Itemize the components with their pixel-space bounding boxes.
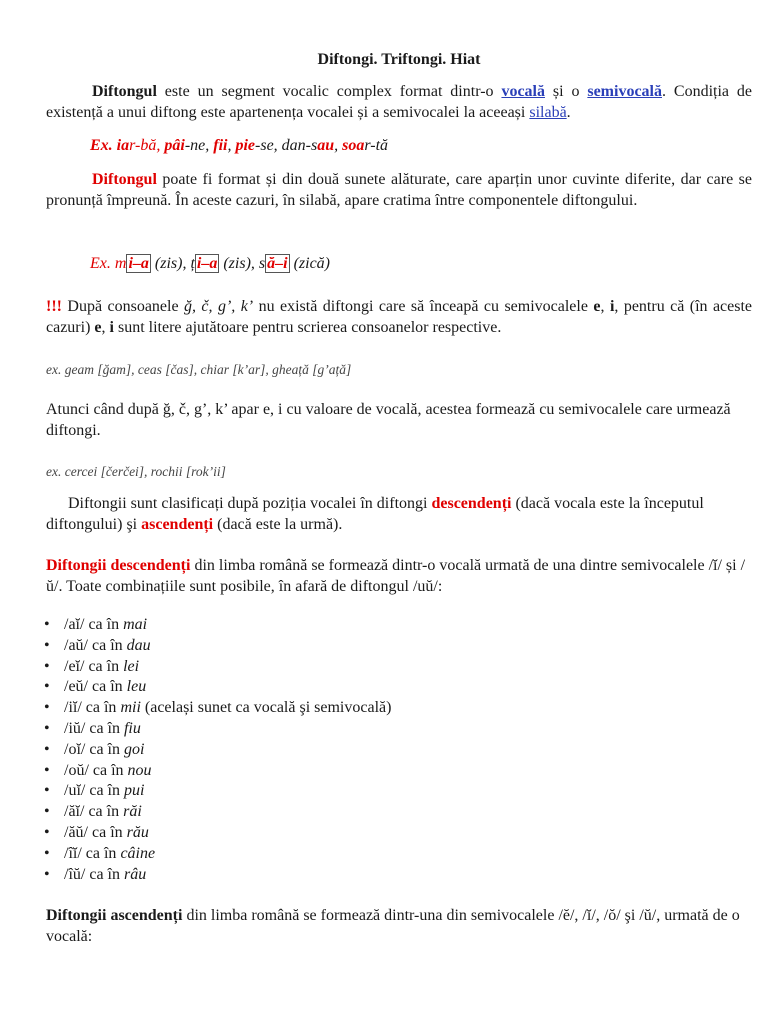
list-item [64, 718, 141, 739]
warning-mark: !!! [46, 298, 62, 315]
example-part: r-tă [364, 137, 389, 154]
example-1 [90, 135, 750, 156]
diftong-code: /iŭ/ ca în [64, 720, 124, 737]
example-2 [90, 253, 750, 274]
link-vocala[interactable]: vocală [501, 83, 545, 100]
paragraph-descending [46, 555, 752, 597]
list-item [64, 676, 146, 697]
text: din limba română se formează dintr-una din semivocalele /ĕ/, /ĭ/, /ŏ/ şi /ŭ/, urmată de o vocală: [46, 907, 740, 945]
link-semivocala[interactable]: semivocală [587, 83, 662, 100]
example-word: dau [126, 636, 151, 654]
diftong-code: /eĭ/ ca în [64, 657, 124, 675]
list-item [64, 697, 391, 718]
diftong-code: /oŭ/ ca în [64, 761, 128, 779]
example-part: -ne, [184, 137, 214, 154]
term: Diftongul [92, 83, 157, 100]
diftong-code: /oĭ/ ca în [64, 740, 124, 758]
text: , [101, 319, 110, 336]
term: Diftongii descendenți [46, 557, 191, 574]
example-part: soa [342, 137, 365, 154]
example-part: , [227, 137, 236, 154]
example-part: (zis), ț [150, 255, 195, 272]
example-word: mii [120, 699, 141, 717]
list-item [64, 801, 142, 822]
example-boxed: i–a [128, 255, 149, 272]
link-silaba[interactable]: silabă [529, 104, 567, 121]
example-word: râu [123, 865, 147, 883]
example-word: răi [123, 803, 142, 821]
example-word: mai [123, 616, 148, 633]
paragraph-diftong-words [46, 169, 752, 211]
example-word: goi [123, 740, 145, 758]
example-part: Ex. ia [90, 137, 130, 154]
diftong-code: /aŭ/ ca în [64, 636, 127, 654]
text: sunt litere ajutătoare pentru scrierea consoanelor respective. [113, 319, 502, 336]
list-item [64, 822, 149, 843]
diftong-code: /iĭ/ ca în [64, 699, 121, 717]
list-item [64, 739, 144, 760]
example-part: pâi [164, 137, 185, 154]
text: este un segment vocalic complex format dintr-o [156, 83, 502, 100]
text: (dacă este la urmă). [213, 516, 343, 533]
example-part: pie [235, 137, 256, 154]
text: . [566, 104, 571, 121]
paragraph-classification [46, 493, 752, 535]
example-boxed: i–a [196, 255, 218, 272]
example-3: ex. geam [ğam], ceas [čas], chiar [k’ar], gheață [g’ață] [46, 362, 352, 377]
example-word: câine [120, 844, 156, 862]
text: ğ, č, g’, k’ [184, 298, 254, 315]
text: , [600, 298, 610, 315]
paragraph-ascending [46, 905, 752, 947]
list-item [64, 843, 155, 864]
term: Diftongii ascendenți [46, 907, 183, 924]
note: (același sunet ca vocală şi semivocală) [140, 699, 392, 717]
diftong-code: /îŭ/ ca în [64, 865, 124, 883]
example-word: rău [126, 824, 149, 841]
text: din limba română se formează dintr-o vocală urmată de una dintre semivocalele /ĭ/ și /ŭ/. Toate combinațiile sunt posibile, în afară de diftongul /uŭ/: [46, 557, 746, 595]
example-word: nou [127, 761, 152, 779]
example-4: ex. cercei [čerčei], rochii [rok’ii] [46, 464, 226, 479]
example-word: leu [126, 678, 147, 696]
diftong-code: /ăĭ/ ca în [64, 803, 124, 821]
term: descendenți [431, 495, 512, 512]
text: poate fi format și din două sunete alăturate, care aparțin unor cuvinte diferite, dar care se pronunță împreună. În aceste cazuri, în silabă, apare cratima între componentele diftongului. [46, 171, 752, 209]
paragraph-definition [46, 81, 752, 123]
example-part: au [317, 137, 335, 154]
list-item [64, 614, 147, 635]
page-title: Diftongi. Triftongi. Hiat [317, 51, 481, 68]
diftong-code: /aĭ/ ca în [64, 616, 124, 633]
text: , pentru că (în aceste cazuri) [46, 298, 753, 336]
term: ascendenți [141, 516, 214, 533]
text: nu există diftongi care să înceapă cu semivocalele [253, 298, 594, 315]
example-part: , [334, 137, 343, 154]
example-part: (zică) [289, 255, 331, 272]
example-part: Ex. m [90, 255, 127, 272]
list-item [64, 760, 152, 781]
text: După consoanele [61, 298, 184, 315]
example-part: -se, dan-s [255, 137, 318, 154]
example-word: pui [123, 782, 145, 800]
example-part: fii [213, 137, 228, 154]
text: i [609, 298, 615, 315]
example-part: (zis), s [219, 255, 266, 272]
text: (dacă vocala este la începutul diftongului) şi [46, 495, 704, 533]
list-item [64, 864, 146, 885]
diftong-code: /îĭ/ ca în [64, 844, 121, 862]
list-item [64, 656, 139, 677]
diftong-code: /ăŭ/ ca în [64, 824, 127, 841]
diftong-code: /eŭ/ ca în [64, 678, 127, 696]
term: Diftongul [92, 171, 157, 188]
text: i [109, 319, 114, 336]
paragraph-vowel-value: Atunci când după ğ, č, g’, k’ apar e, i cu valoare de vocală, acestea formează cu semivocalele care urmează diftongi. [46, 401, 731, 439]
text: Diftongii sunt clasificați după poziția vocalei în diftongi [68, 495, 432, 512]
text: e [593, 298, 601, 315]
example-word: fiu [123, 720, 141, 737]
text: și o [544, 83, 588, 100]
diftong-code: /uĭ/ ca în [64, 782, 124, 800]
paragraph-consonants [46, 296, 752, 338]
text: . Condiția de existență a unui diftong este apartenența vocalei și a semivocalei la aceeași [46, 83, 753, 121]
example-boxed: ă–i [267, 255, 288, 272]
example-word: lei [123, 657, 140, 675]
text: e [94, 319, 102, 336]
list-item [64, 780, 144, 801]
list-item [64, 635, 151, 656]
example-part: r-bă, [129, 137, 165, 154]
